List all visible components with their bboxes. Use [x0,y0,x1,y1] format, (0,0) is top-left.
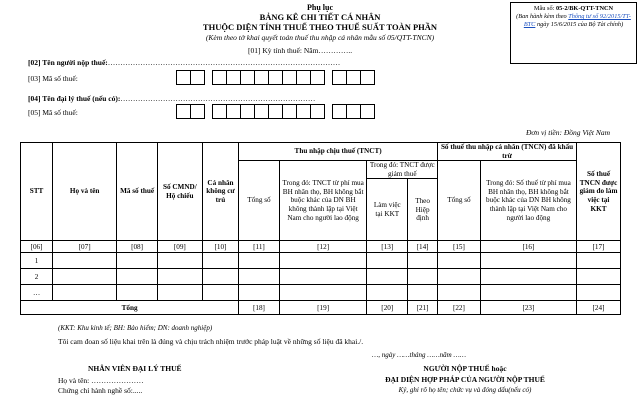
agent-name-label: [04] Tên đại lý thuế (nếu có): [28,94,121,103]
col-reduced-tax: Số thuế TNCN được giảm do làm việc tại KKT [577,143,621,241]
taxpayer-name-row [28,58,340,67]
col-name: Họ và tên [53,143,117,241]
group-withheld-tax: Số thuế thu nhập cá nhân (TNCN) đã khấu trừ [438,143,577,161]
col-income-total: Tổng số [239,161,280,241]
table-row[interactable] [21,285,621,301]
code-cell: [09] [157,241,202,253]
code-cell: [10] [202,241,238,253]
signer-title-2: ĐẠI DIỆN HỢP PHÁP CỦA NGƯỜI NỘP THUẾ [385,375,545,384]
code-cell: [11] [239,241,280,253]
signing-date: …, ngày ……tháng ……năm …… [372,351,466,359]
abbreviation-note: (KKT: Khu kinh tế; BH: Bảo hiểm; DN: doanh nghiệp) [58,324,213,332]
agent-name-field[interactable]: …………………………………………………………………… [120,94,316,103]
total-code: [21] [408,301,438,315]
appendix-label: Phụ lục [306,3,333,12]
signer-title-1: NGƯỜI NỘP THUẾ hoặc [423,364,507,373]
table-row[interactable] [21,269,621,285]
total-code: [24] [577,301,621,315]
form-code-box [510,2,637,64]
col-nonresident: Cá nhân không cư trú [202,143,238,241]
agent-staff-certificate[interactable]: Chứng chỉ hành nghề số:..... [58,386,143,395]
total-code: [19] [279,301,367,315]
row-number: … [21,285,53,301]
agent-staff-title: NHÂN VIÊN ĐẠI LÝ THUẾ [88,364,182,373]
total-code: [22] [438,301,481,315]
taxpayer-code-label: [03] Mã số thuế: [28,74,78,83]
declaration-text: Tôi cam đoan số liệu khai trên là đúng và chịu trách nhiệm trước pháp luật về những số liệu đã khai./. [58,337,364,346]
form-issued-line: (Ban hành kèm theo [516,13,567,20]
col-withheld-total: Tổng số [438,161,481,241]
agent-code-label: [05] Mã số thuế: [28,108,78,117]
page-title: BẢNG KÊ CHI TIẾT CÁ NHÂN [259,12,381,22]
total-code: [23] [480,301,576,315]
code-row [21,241,621,253]
row-number: 2 [21,269,53,285]
form-code: 05-2/BK-QTT-TNCN [555,5,614,12]
taxpayer-name-field[interactable]: ………………………………………………………………………………… [107,58,341,67]
total-row [21,301,621,315]
table-row[interactable] [21,253,621,269]
code-cell: [12] [279,241,367,253]
code-cell: [17] [577,241,621,253]
agent-code-cells[interactable] [177,104,375,119]
total-label: Tổng [21,301,239,315]
total-code: [20] [367,301,408,315]
attached-note: (Kèm theo tờ khai quyết toán thuế thu nhập cá nhân mẫu số 05/QTT-TNCN) [205,33,435,42]
page-subtitle: THUỘC DIỆN TÍNH THUẾ THEO THUẾ SUẤT TOÀN PHẦN [202,22,438,32]
row-number: 1 [21,253,53,269]
code-cell: [13] [367,241,408,253]
col-stt: STT [21,143,53,241]
col-income-insurance: Trong đó: TNCT từ phí mua BH nhân thọ, BH không bắt buộc khác của DN BH không thành lập tại Việt Nam cho người lao động [279,161,367,241]
agent-staff-name[interactable]: Họ và tên: ………………… [58,376,144,385]
detail-table [20,142,621,315]
col-work-kkt: Làm việc tại KKT [367,179,408,241]
taxpayer-code-cells[interactable] [177,70,375,85]
code-cell: [16] [480,241,576,253]
group-taxable-income: Thu nhập chịu thuế (TNCT) [239,143,438,161]
code-cell: [15] [438,241,481,253]
total-code: [18] [239,301,280,315]
code-cell: [08] [117,241,158,253]
col-id-number: Số CMND/ Hộ chiếu [157,143,202,241]
col-tax-code: Mã số thuế [117,143,158,241]
signer-instruction: Ký, ghi rõ họ tên; chức vụ và đóng dấu(nếu có) [398,386,532,394]
tax-period: [01] Kỳ tính thuế: Năm………….. [248,46,353,55]
code-cell: [07] [53,241,117,253]
col-withheld-insurance: Trong đó: Số thuế từ phí mua BH nhân thọ, BH không bắt buộc khác của DN BH không thành lập tại Việt Nam cho người lao động [480,161,576,241]
code-cell: [14] [408,241,438,253]
col-agreement: Theo Hiệp định [408,179,438,241]
agent-name-row [28,94,315,103]
code-cell: [06] [21,241,53,253]
taxpayer-name-label: [02] Tên người nộp thuế: [28,58,108,67]
form-code-prefix: Mẫu số: [533,5,555,12]
form-issued-date: ngày 15/6/2015 của Bộ Tài chính) [536,21,624,28]
currency-unit: Đơn vị tiền: Đồng Việt Nam [525,128,610,137]
circular-link[interactable]: Thông tư số 92/2015/TT-BTC [523,13,631,28]
group-exempt-income: Trong đó: TNCT được giảm thuế [367,161,438,179]
